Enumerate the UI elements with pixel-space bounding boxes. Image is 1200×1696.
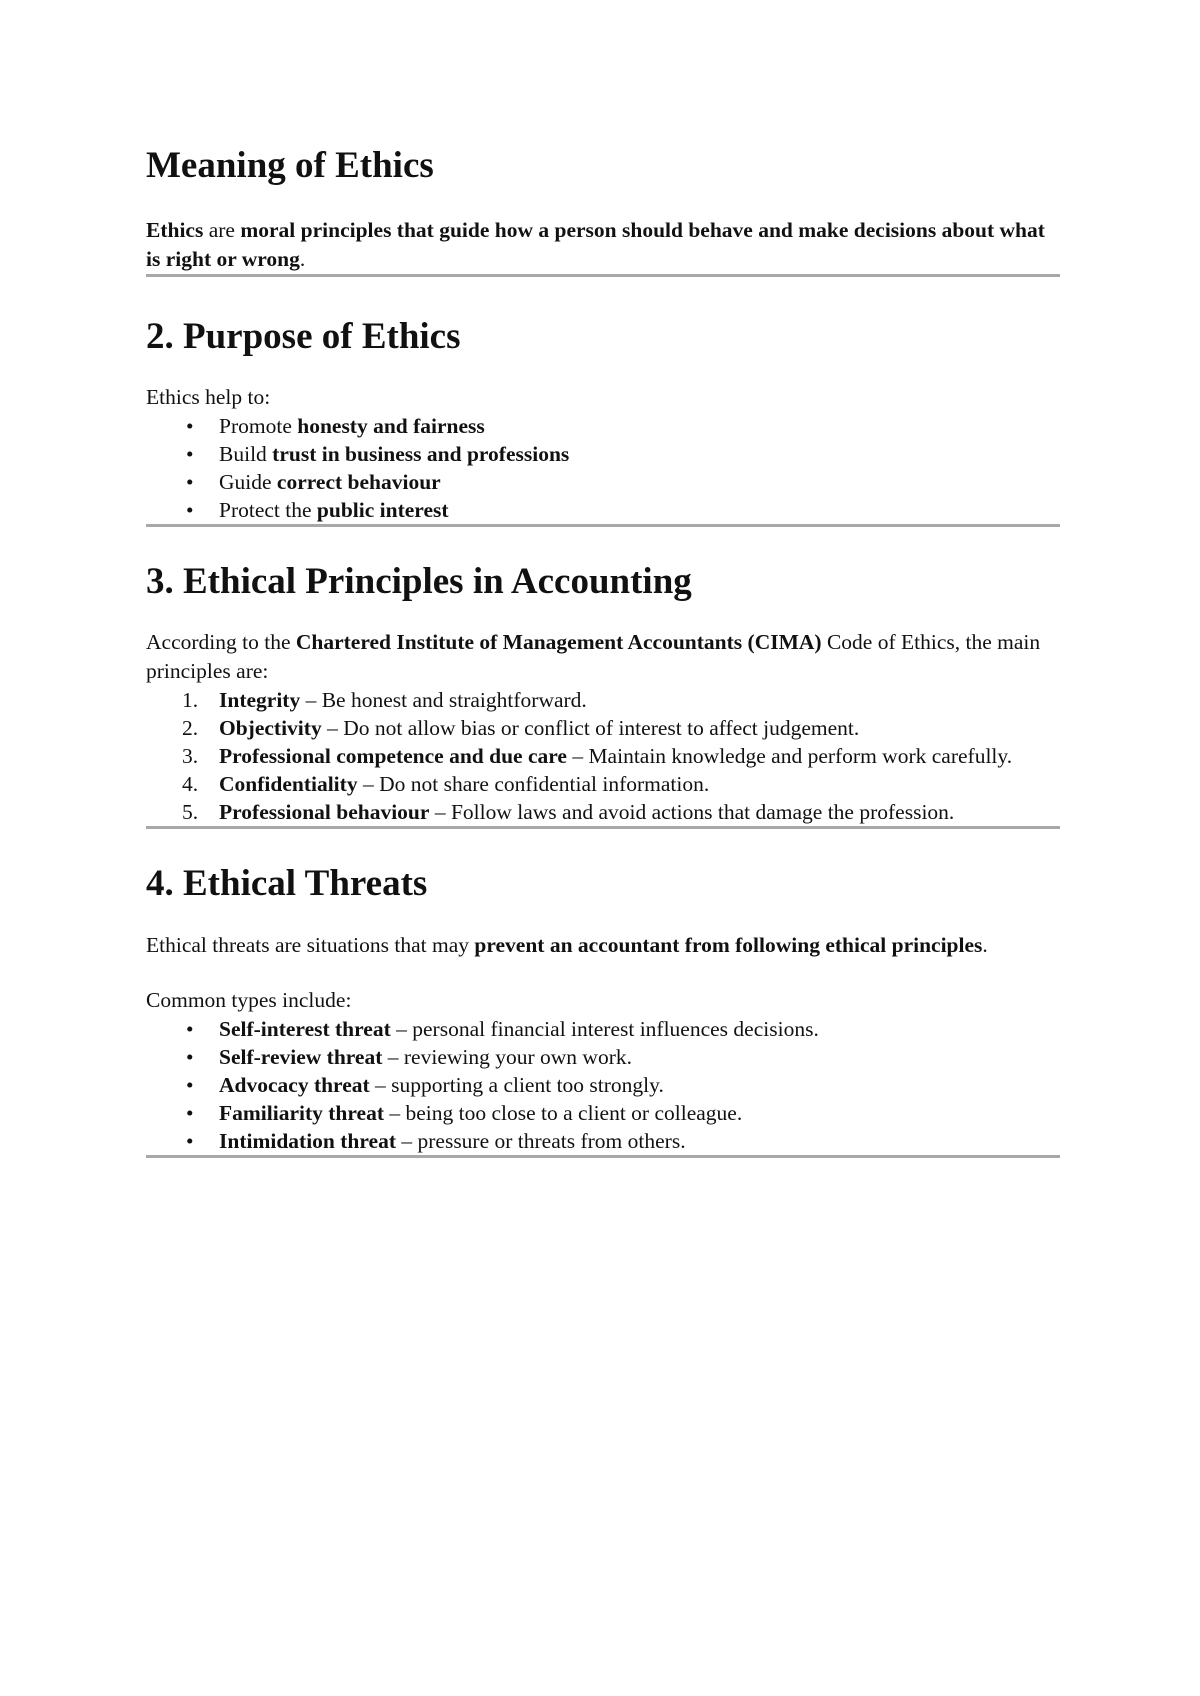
para-text-1: Ethics: [146, 218, 204, 242]
list-item: [146, 1099, 1060, 1127]
intro-post: .: [982, 933, 988, 957]
section-4-intro: [146, 931, 1060, 960]
bullet-marker: •: [186, 442, 194, 466]
item-rest: – supporting a client too strongly.: [369, 1073, 664, 1097]
bullet-marker: •: [186, 498, 194, 522]
item-bold: public interest: [316, 498, 449, 522]
item-bold: Professional behaviour: [219, 800, 430, 824]
item-bold: Intimidation threat: [219, 1129, 396, 1153]
section-2-bullet-list: [146, 412, 1060, 524]
bullet-marker: •: [186, 1073, 194, 1097]
item-bold: Familiarity threat: [219, 1101, 384, 1125]
item-rest: – pressure or threats from others.: [396, 1129, 686, 1153]
intro-bold: Chartered Institute of Management Accountants (CIMA): [295, 630, 822, 654]
intro-bold: prevent an accountant from following ethical principles: [474, 933, 983, 957]
item-rest: – Do not allow bias or conflict of interest to affect judgement.: [321, 716, 860, 740]
intro-pre: Ethical threats are situations that may: [146, 933, 475, 957]
section-3-title: 3. Ethical Principles in Accounting: [146, 561, 692, 602]
divider-3: [146, 826, 1060, 829]
item-bold: Advocacy threat: [219, 1073, 370, 1097]
intro-post: Code of Ethics, the main principles are:: [146, 630, 1041, 683]
item-number: 4.: [182, 772, 199, 796]
section-4-title: 4. Ethical Threats: [146, 863, 428, 904]
item-rest: – Maintain knowledge and perform work carefully.: [566, 744, 1013, 768]
section-4-bullet-list: [146, 1015, 1060, 1155]
item-rest: – Be honest and straightforward.: [300, 688, 587, 712]
item-bold: Objectivity: [219, 716, 322, 740]
item-bold: Integrity: [219, 688, 301, 712]
section-4-common-types: Common types include:: [146, 988, 352, 1012]
item-bold: Self-interest threat: [219, 1017, 391, 1041]
para-text-3: moral principles that guide how a person should behave and make decisions about what is right or wrong: [146, 218, 1045, 271]
section-2-intro: Ethics help to:: [146, 385, 271, 409]
item-bold: trust in business and professions: [272, 442, 570, 466]
list-item: [146, 496, 1060, 524]
item-rest: – reviewing your own work.: [382, 1045, 632, 1069]
bullet-marker: •: [186, 470, 194, 494]
list-item: [146, 686, 1060, 714]
divider-1: [146, 274, 1060, 277]
item-rest: – Do not share confidential information.: [357, 772, 710, 796]
divider-4: [146, 1155, 1060, 1158]
list-item: [146, 1043, 1060, 1071]
item-rest: – personal financial interest influences decisions.: [390, 1017, 819, 1041]
item-pre: Promote: [219, 414, 298, 438]
list-item: [146, 1015, 1060, 1043]
bullet-marker: •: [186, 1129, 194, 1153]
item-bold: Confidentiality: [219, 772, 358, 796]
bullet-marker: •: [186, 1045, 194, 1069]
item-number: 5.: [182, 800, 199, 824]
section-3-intro: [146, 628, 1060, 686]
divider-2: [146, 524, 1060, 527]
list-item: [146, 440, 1060, 468]
item-pre: Guide: [219, 470, 277, 494]
section-2-title: 2. Purpose of Ethics: [146, 316, 461, 357]
item-bold: correct behaviour: [276, 470, 441, 494]
item-bold: honesty and fairness: [297, 414, 485, 438]
bullet-marker: •: [186, 1101, 194, 1125]
bullet-marker: •: [186, 1017, 194, 1041]
intro-pre: According to the: [146, 630, 296, 654]
para-text-4: .: [299, 247, 306, 271]
item-number: 3.: [182, 744, 199, 768]
bullet-marker: •: [186, 414, 194, 438]
list-item: [146, 714, 1060, 742]
list-item: [146, 742, 1060, 770]
section-1-paragraph: [146, 216, 1060, 274]
list-item: [146, 468, 1060, 496]
item-number: 1.: [182, 688, 199, 712]
item-number: 2.: [182, 716, 199, 740]
item-rest: – Follow laws and avoid actions that damage the profession.: [429, 800, 955, 824]
item-bold: Professional competence and due care: [219, 744, 567, 768]
section-3-numbered-list: [146, 686, 1060, 826]
list-item: [146, 798, 1060, 826]
para-text-2: are: [203, 218, 241, 242]
list-item: [146, 1127, 1060, 1155]
section-1-title: Meaning of Ethics: [146, 145, 434, 186]
item-rest: – being too close to a client or colleague.: [384, 1101, 743, 1125]
list-item: [146, 770, 1060, 798]
item-pre: Build: [219, 442, 273, 466]
list-item: [146, 412, 1060, 440]
item-pre: Protect the: [219, 498, 317, 522]
item-bold: Self-review threat: [219, 1045, 383, 1069]
list-item: [146, 1071, 1060, 1099]
